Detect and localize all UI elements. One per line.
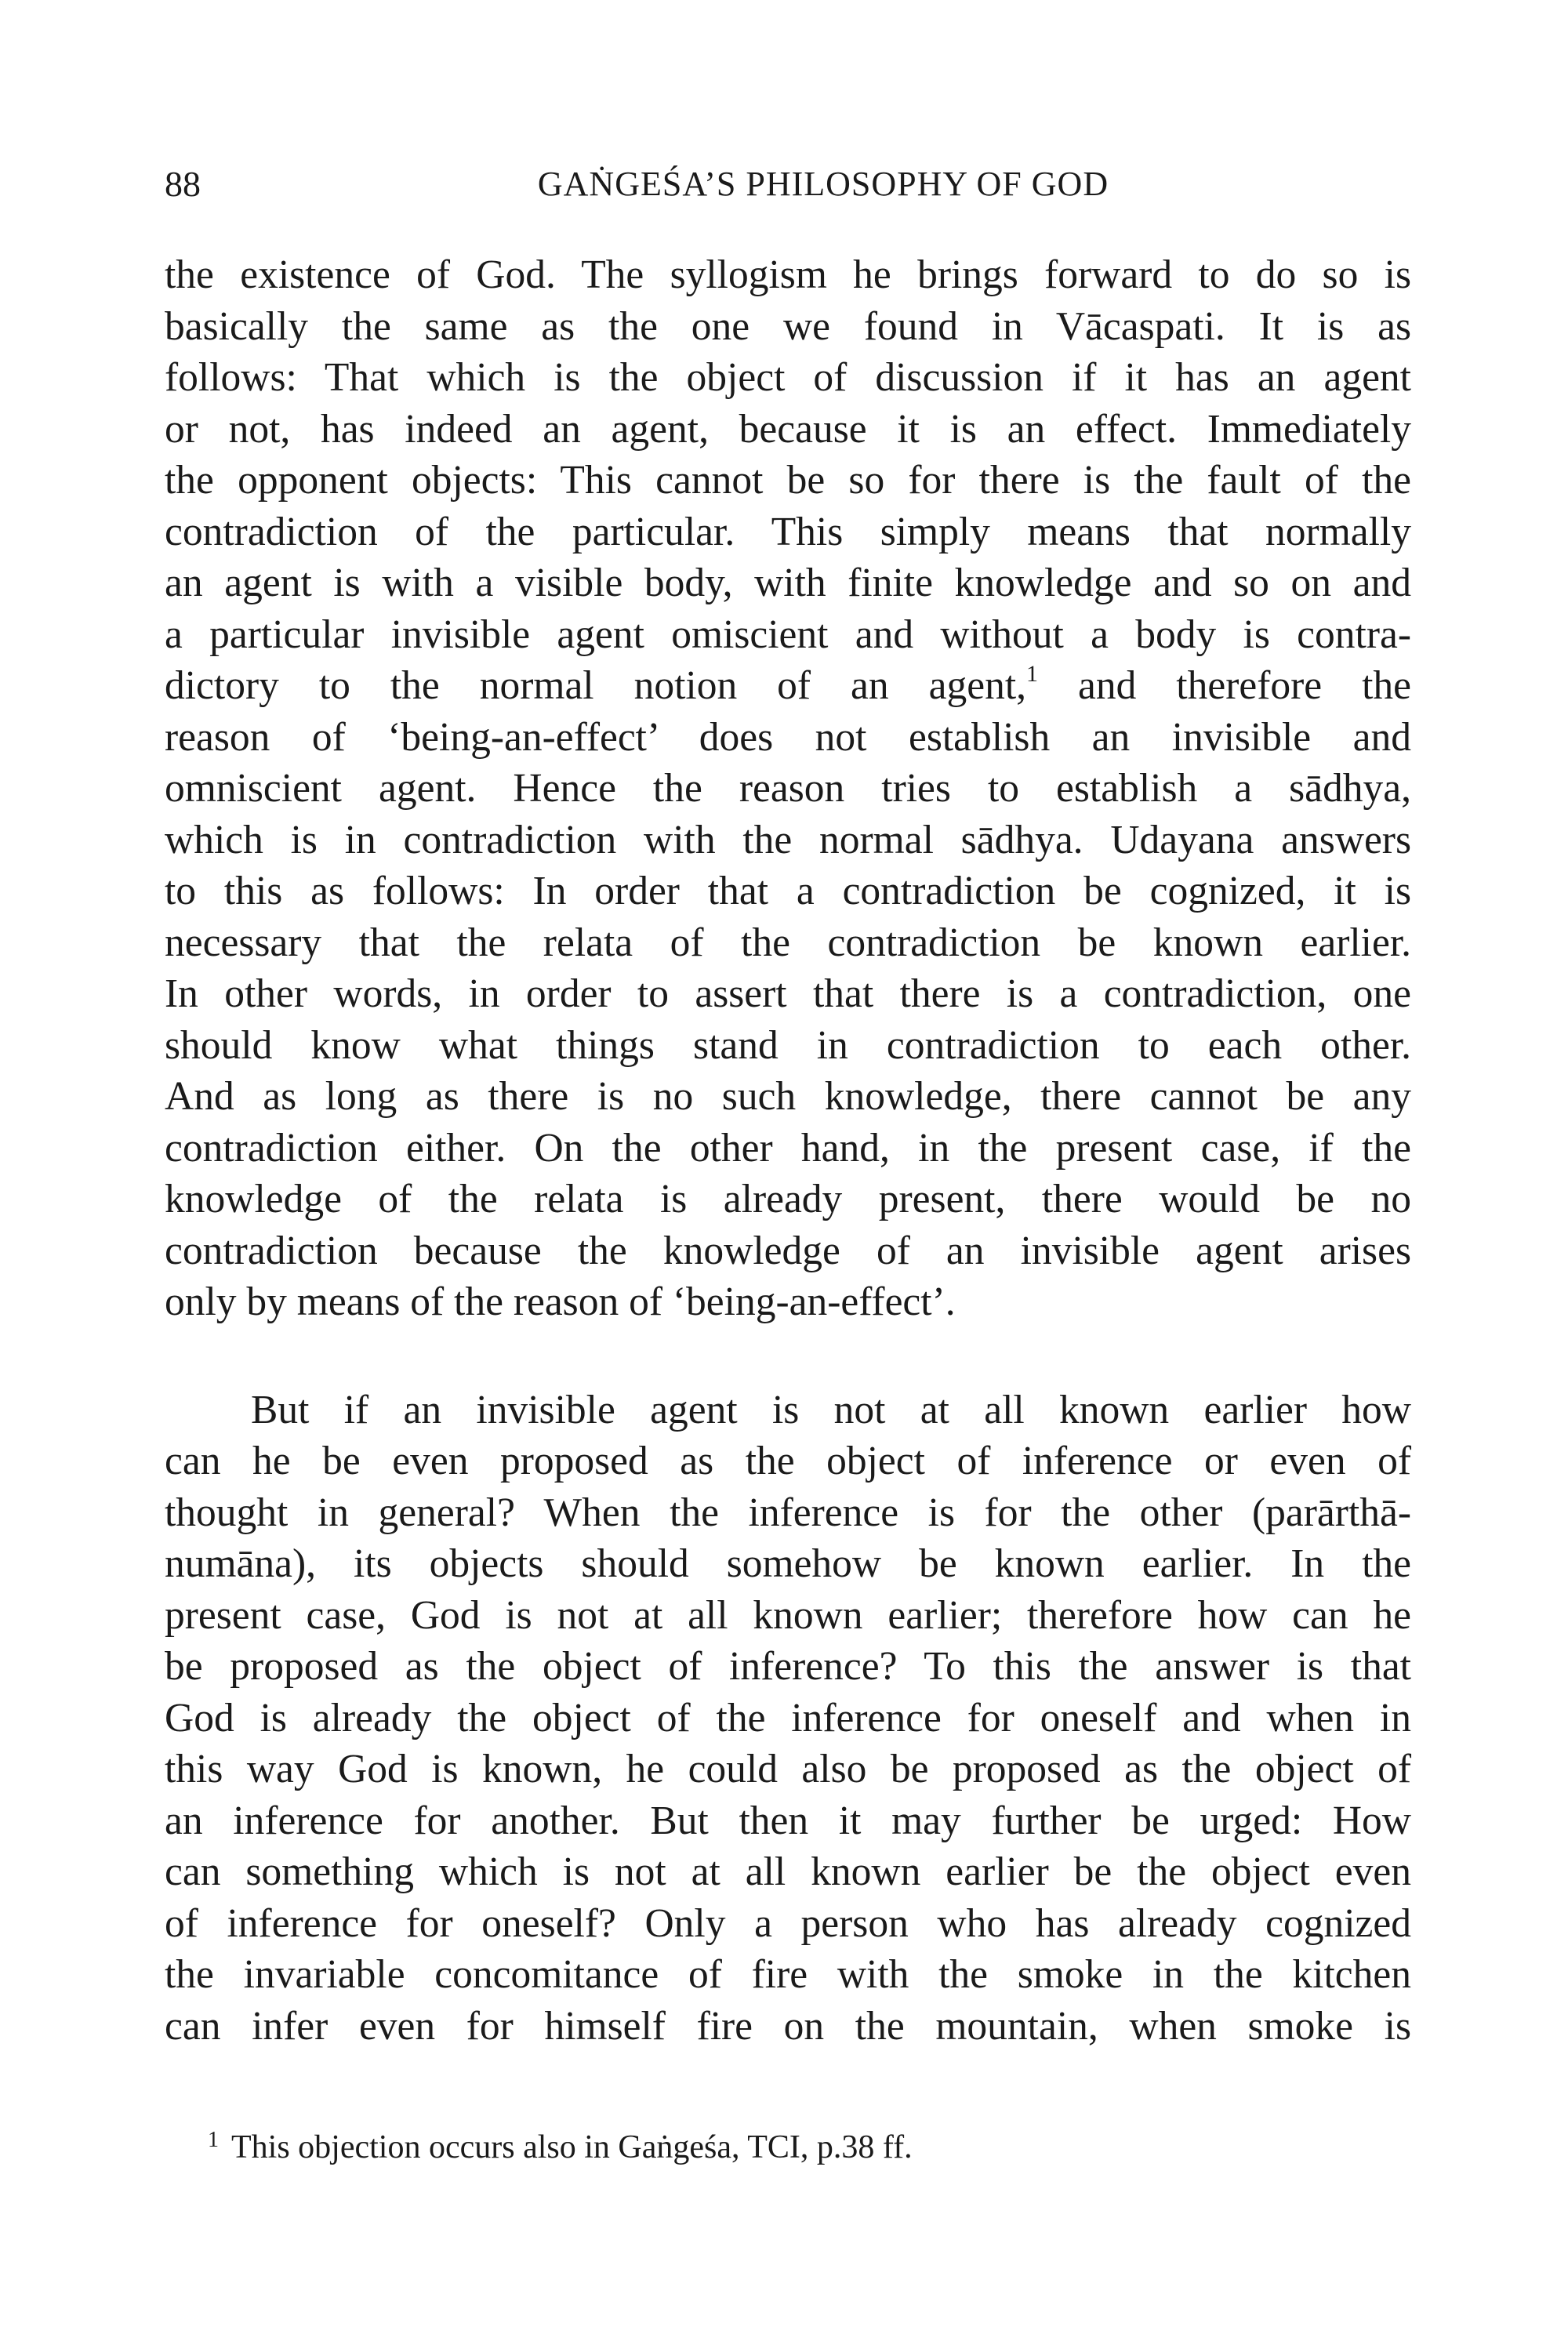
text-line: contradiction either. On the other hand, in the present case, if the <box>165 1125 1411 1171</box>
footnote-mark: 1 <box>208 2128 219 2152</box>
paragraph-gap <box>165 1328 1411 1385</box>
text-line: be proposed as the object of inference? To this the answer is that <box>165 1644 1411 1689</box>
paragraph-1 <box>165 249 1411 1328</box>
text-line: can something which is not at all known earlier be the object even <box>165 1849 1411 1894</box>
text-line: or not, has indeed an agent, because it is an effect. Immediately <box>165 406 1411 452</box>
text-segment: dictory to the normal notion of an agent, <box>165 663 1026 708</box>
text-line: only by means of the reason of ‘being-an-effect’. <box>165 1279 956 1324</box>
text-line: numāna), its objects should somehow be known earlier. In the <box>165 1541 1411 1586</box>
page-number: 88 <box>165 164 201 204</box>
text-line: necessary that the relata of the contradiction be known earlier. <box>165 920 1411 965</box>
text-line: contradiction of the particular. This simply means that normally <box>165 509 1411 554</box>
text-segment: and therefore the <box>1038 663 1411 708</box>
text-line: an agent is with a visible body, with finite knowledge and so on and <box>165 561 1411 605</box>
text-line: the existence of God. The syllogism he brings forward to do so is <box>165 252 1411 297</box>
text-line: knowledge of the relata is already present, there would be no <box>165 1177 1411 1221</box>
text-line: the opponent objects: This cannot be so for there is the fault of the <box>165 458 1411 503</box>
text-line: thought in general? When the inference is for the other (parārthā- <box>165 1490 1411 1535</box>
text-line: In other words, in order to assert that there is a contradiction, one <box>165 971 1411 1016</box>
footnote-reference: 1 <box>1026 661 1038 687</box>
text-line: can infer even for himself fire on the mountain, when smoke is <box>165 2003 1411 2049</box>
footnote <box>208 2117 913 2171</box>
text-line: follows: That which is the object of discussion if it has an agent <box>165 355 1411 400</box>
paragraph-2 <box>165 1385 1411 2053</box>
text-line: can he be even proposed as the object of inference or even of <box>165 1439 1411 1483</box>
body-text <box>165 249 1411 2052</box>
text-line: which is in contradiction with the normal sādhya. Udayana answers <box>165 817 1411 862</box>
text-line: an inference for another. But then it may further be urged: How <box>165 1798 1411 1843</box>
text-line: But if an invisible agent is not at all known earlier how <box>251 1387 1411 1432</box>
text-line: present case, God is not at all known earlier; therefore how can he <box>165 1592 1411 1638</box>
page-header <box>165 157 1419 212</box>
text-line: omniscient agent. Hence the reason tries to establish a sādhya, <box>165 766 1411 811</box>
text-line: basically the same as the one we found in Vācaspati. It is as <box>165 303 1411 349</box>
text-line: contradiction because the knowledge of an invisible agent arises <box>165 1228 1411 1273</box>
text-line: God is already the object of the inference for oneself and when in <box>165 1695 1411 1740</box>
text-line: to this as follows: In order that a contradiction be cognized, it is <box>165 869 1411 913</box>
text-line: a particular invisible agent omiscient and without a body is contra- <box>165 612 1411 657</box>
text-line: the invariable concomitance of fire with the smoke in the kitchen <box>165 1952 1411 1997</box>
running-title: GAṄGEŚA’S PHILOSOPHY OF GOD <box>537 165 1109 203</box>
text-line: this way God is known, he could also be proposed as the object of <box>165 1747 1411 1791</box>
text-line: of inference for oneself? Only a person who has already cognized <box>165 1900 1411 1946</box>
text-line: should know what things stand in contradiction to each other. <box>165 1022 1411 1068</box>
text-line: And as long as there is no such knowledge, there cannot be any <box>165 1074 1411 1119</box>
text-line: reason of ‘being-an-effect’ does not establish an invisible and <box>165 714 1411 760</box>
text-line <box>165 660 1411 712</box>
footnote-text: This objection occurs also in Gaṅgeśa, TCI, p.38 ff. <box>231 2129 913 2165</box>
